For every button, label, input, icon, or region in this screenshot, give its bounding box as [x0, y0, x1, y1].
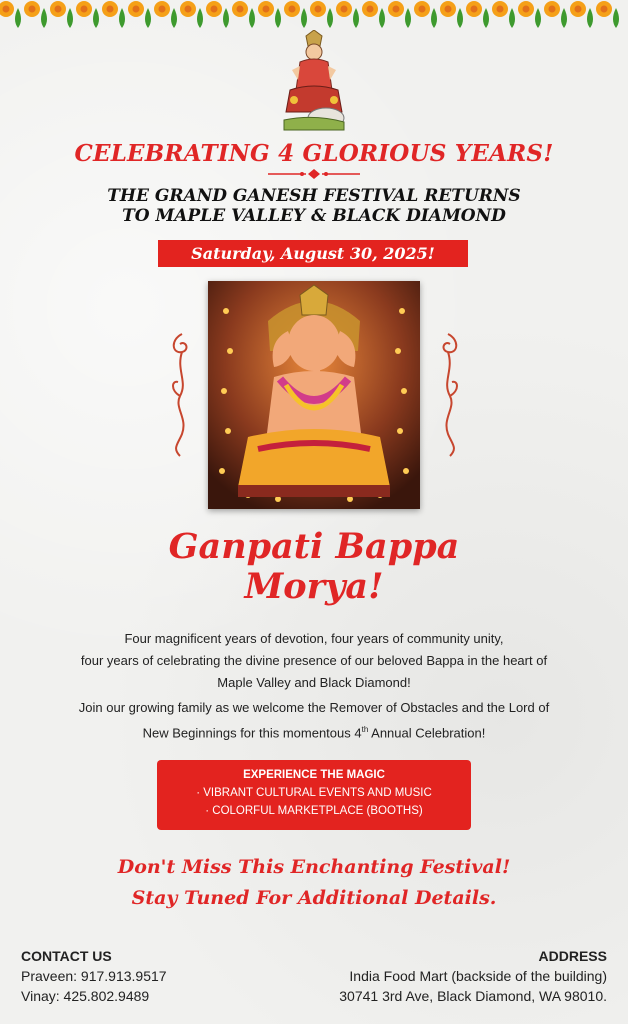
- marigold-center: [549, 6, 556, 13]
- tagline: [0, 527, 628, 607]
- subheading-line-2: TO MAPLE VALLEY & BLACK DIAMOND: [122, 206, 506, 226]
- marigold-center: [133, 6, 140, 13]
- left-swirl-ornament: [168, 330, 194, 460]
- marigold-garland: [0, 0, 628, 30]
- garland-leaf: [483, 8, 489, 28]
- marigold-center: [159, 6, 166, 13]
- marigold-center: [81, 6, 88, 13]
- garland-leaf: [613, 8, 619, 28]
- address-label: ADDRESS: [538, 948, 607, 964]
- marigold-center: [601, 6, 608, 13]
- invite-line-1: Join our growing family as we welcome the Remover of Obstacles and the Lord of: [78, 700, 550, 715]
- marigold-center: [367, 6, 374, 13]
- intro-line-2: four years of celebrating the divine presence of our beloved Bappa in the heart of: [80, 653, 548, 668]
- garland-leaf: [405, 8, 411, 28]
- marigold-center: [471, 6, 478, 13]
- tagline-line-2: Morya!: [244, 566, 384, 607]
- garland-leaf: [249, 8, 255, 28]
- cta-line-2: Stay Tuned For Additional Details.: [131, 887, 497, 909]
- address-section: [339, 946, 607, 1006]
- garland-leaf: [509, 8, 515, 28]
- subheading: [0, 186, 628, 226]
- marigold-center: [575, 6, 582, 13]
- marigold-center: [3, 6, 10, 13]
- marigold-center: [315, 6, 322, 13]
- garland-leaf: [431, 8, 437, 28]
- call-to-action: [0, 852, 628, 914]
- garland-leaf: [535, 8, 541, 28]
- garland-leaf: [93, 8, 99, 28]
- experience-title: EXPERIENCE THE MAGIC: [243, 769, 385, 781]
- invite-paragraph: [14, 697, 614, 744]
- garland-leaf: [41, 8, 47, 28]
- marigold-center: [289, 6, 296, 13]
- marigold-center: [341, 6, 348, 13]
- intro-paragraph: [14, 628, 614, 694]
- contact-person: Vinay: 425.802.9489: [21, 988, 150, 1004]
- intro-line-3: Maple Valley and Black Diamond!: [217, 675, 411, 690]
- ordinal-suffix: th: [361, 725, 369, 734]
- contact-section: [21, 946, 167, 1006]
- garland-leaf: [301, 8, 307, 28]
- garland-leaf: [145, 8, 151, 28]
- marigold-center: [211, 6, 218, 13]
- garland-leaf: [353, 8, 359, 28]
- cta-line-1: Don't Miss This Enchanting Festival!: [117, 856, 511, 878]
- marigold-center: [29, 6, 36, 13]
- garland-leaf: [223, 8, 229, 28]
- marigold-center: [393, 6, 400, 13]
- marigold-center: [185, 6, 192, 13]
- garland-leaf: [275, 8, 281, 28]
- garland-leaf: [197, 8, 203, 28]
- headline: CELEBRATING 4 GLORIOUS YEARS!: [74, 140, 554, 167]
- intro-line-1: Four magnificent years of devotion, four years of community unity,: [124, 631, 504, 646]
- contact-person: Praveen: 917.913.9517: [21, 968, 167, 984]
- tagline-line-1: Ganpati Bappa: [168, 526, 460, 567]
- marigold-center: [237, 6, 244, 13]
- marigold-center: [523, 6, 530, 13]
- experience-box: [157, 760, 471, 830]
- marigold-center: [107, 6, 114, 13]
- garland-leaf: [171, 8, 177, 28]
- marigold-center: [497, 6, 504, 13]
- garland-leaf: [587, 8, 593, 28]
- garland-leaf: [327, 8, 333, 28]
- garland-leaf: [67, 8, 73, 28]
- ganesh-idol-photo: [208, 281, 420, 509]
- experience-item: · COLORFUL MARKETPLACE (BOOTHS): [205, 805, 423, 817]
- marigold-center: [263, 6, 270, 13]
- garland-leaf: [119, 8, 125, 28]
- invite-line-2-text: New Beginnings for this momentous 4: [142, 725, 362, 741]
- marigold-center: [55, 6, 62, 13]
- goddess-illustration: [274, 30, 354, 132]
- date-banner: Saturday, August 30, 2025!: [158, 240, 468, 267]
- contact-label: CONTACT US: [21, 948, 112, 964]
- garland-leaf: [379, 8, 385, 28]
- right-swirl-ornament: [436, 330, 462, 460]
- ornamental-divider: [264, 169, 364, 179]
- experience-item: · VIBRANT CULTURAL EVENTS AND MUSIC: [196, 787, 432, 799]
- subheading-line-1: THE GRAND GANESH FESTIVAL RETURNS: [107, 186, 521, 206]
- marigold-center: [445, 6, 452, 13]
- address-line-1: India Food Mart (backside of the building): [349, 968, 607, 984]
- garland-leaf: [561, 8, 567, 28]
- garland-leaf: [457, 8, 463, 28]
- invite-line-2: [14, 719, 614, 744]
- marigold-center: [419, 6, 426, 13]
- invite-line-2-rest: Annual Celebration!: [368, 725, 486, 741]
- address-line-2: 30741 3rd Ave, Black Diamond, WA 98010.: [339, 988, 607, 1004]
- garland-leaf: [15, 8, 21, 28]
